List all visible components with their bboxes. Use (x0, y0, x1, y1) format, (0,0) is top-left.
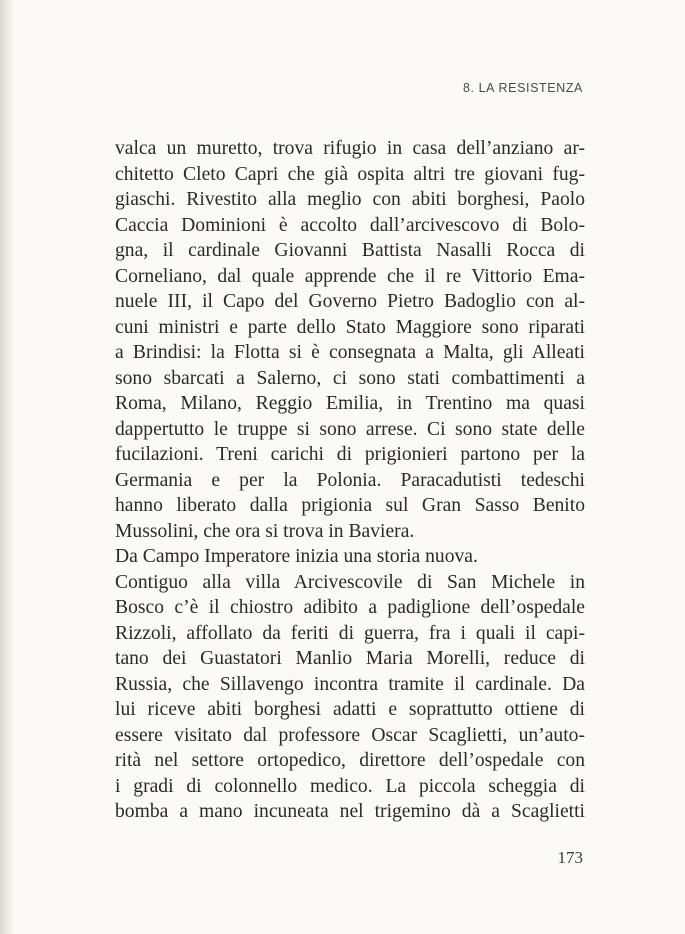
text-line: Corneliano, dal quale apprende che il re Vittorio Ema- (115, 265, 585, 287)
text-line: Bosco c’è il chiostro adibito a padiglione dell’ospedale (115, 597, 585, 618)
text-line: dappertutto le truppe si sono arrese. Ci sono state delle (115, 418, 585, 440)
text-line: valca un muretto, trova rifugio in casa dell’anziano ar- (115, 138, 585, 159)
text-line: Mussolini, che ora si trova in Baviera. (115, 520, 415, 542)
text-line: tano dei Guastatori Manlio Maria Morelli, reduce di (115, 648, 585, 669)
text-line: i gradi di colonnello medico. La piccola scheggia di (115, 775, 585, 797)
text-line: giaschi. Rivestito alla meglio con abiti borghesi, Paolo (115, 189, 585, 210)
text-line: chitetto Cleto Capri che già ospita altri tre giovani fug- (115, 163, 585, 185)
text-line: nuele III, il Capo del Governo Pietro Badoglio con al- (115, 291, 585, 312)
text-line: bomba a mano incuneata nel trigemino dà a Scaglietti (115, 801, 585, 822)
text-line: Contiguo alla villa Arcivescovile di San Michele in (115, 571, 585, 593)
page-number: 173 (557, 848, 583, 867)
text-line: Germania e per la Polonia. Paracadutisti tedeschi (115, 469, 585, 491)
text-line: hanno liberato dalla prigionia sul Gran Sasso Benito (115, 495, 585, 516)
text-line: cuni ministri e parte dello Stato Maggiore sono riparati (115, 316, 585, 338)
text-line: rità nel settore ortopedico, direttore dell’ospedale con (115, 750, 585, 771)
text-line: Roma, Milano, Reggio Emilia, in Trentino ma quasi (115, 393, 585, 414)
text-line: Caccia Dominioni è accolto dall’arcivescovo di Bolo- (115, 214, 585, 236)
text-line: Rizzoli, affollato da feriti di guerra, fra i quali il capi- (115, 622, 585, 644)
page-gutter-shadow (0, 0, 14, 934)
text-line: a Brindisi: la Flotta si è consegnata a Malta, gli Alleati (115, 342, 585, 363)
text-line: sono sbarcati a Salerno, ci sono stati combattimenti a (115, 367, 585, 389)
text-line: gna, il cardinale Giovanni Battista Nasalli Rocca di (115, 240, 585, 261)
text-line: essere visitato dal professore Oscar Scaglietti, un’auto- (115, 724, 585, 746)
text-line: Da Campo Imperatore inizia una storia nuova. (115, 546, 478, 567)
running-head: 8. LA RESISTENZA (462, 81, 583, 95)
text-line: fucilazioni. Treni carichi di prigionieri partono per la (115, 444, 585, 465)
text-line: lui riceve abiti borghesi adatti e soprattutto ottiene di (115, 699, 585, 720)
text-line: Russia, che Sillavengo incontra tramite il cardinale. Da (115, 673, 585, 695)
body-text (115, 136, 585, 825)
